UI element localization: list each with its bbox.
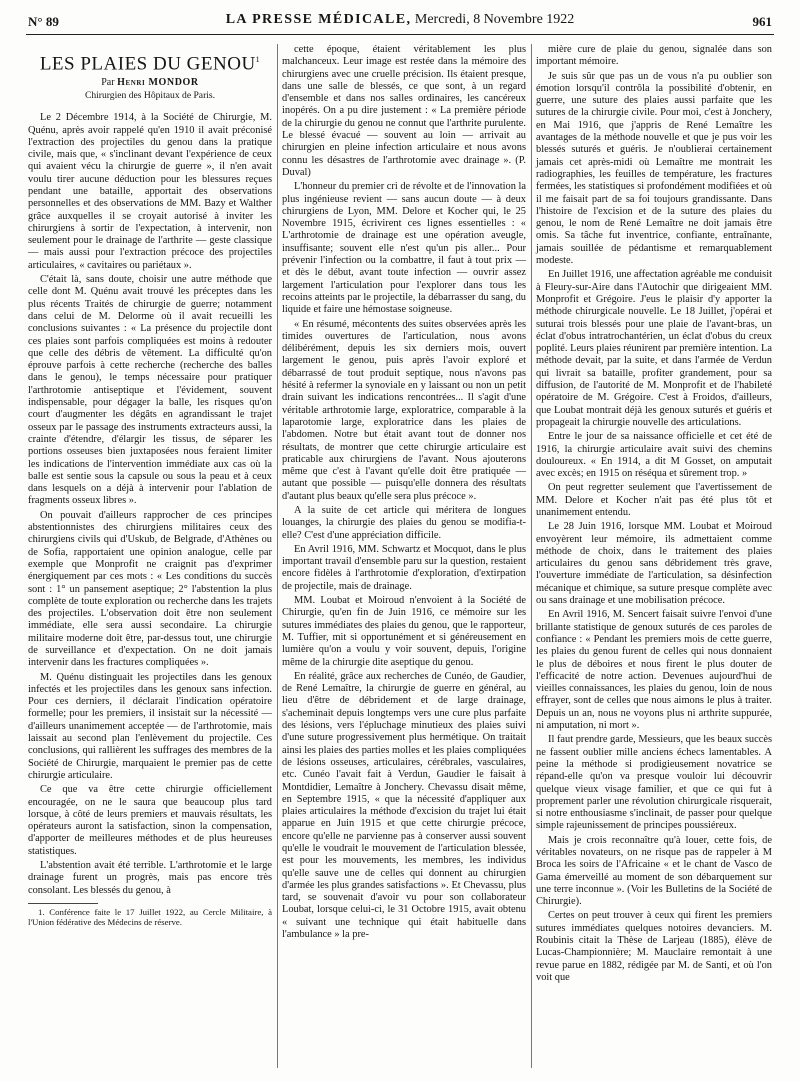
footnote-rule	[28, 903, 98, 904]
paragraph: Il faut prendre garde, Messieurs, que les beaux succès ne fassent oublier mille anciens échecs lamentables. A peine la méthode si prodigieusement novatrice se répand-elle qu'on va presque vouloir lui découvrir quelque vieux visage familier, et que ce qui fut à proprement parler une révolution chirurgicale risquerait, si notre enthousiasme s'inclinait, de passer pour quelque simple rajeunissement de principes poussiéreux.	[536, 734, 772, 832]
paragraph: « En résumé, mécontents des suites observées après les timides ouvertures de l'articulation, nous avons délibérément, depuis les six derniers mois, ouvert largement le genou, puis après l'avoir exploré et débarrassé de tout produit septique, nous n'avons pas hésité à refermer la synoviale en y laissant ou non un petit drain suivant les indications rencontrées... Il s'agit d'une véritable arthrotomie large, exploratrice, comparable à la laparotomie large, exploratrice dans les plaies de l'abdomen. Notre but était avant tout de donner nos résultats, de montrer que cette chirurgie articulaire est praticable aux chirurgiens de l'avant. Nous ajouterons même que c'est à l'avant qu'elle doit être pratiquée — autant que possible — puisqu'elle donnera des résultats d'autant plus beaux qu'elle sera plus précoce ».	[282, 318, 526, 502]
paragraph: Entre le jour de sa naissance officielle et cet été de 1916, la chirurgie articulaire avait suivi des chemins douloureux. « En 1914, a dit M Gosset, on amputait avec excès; en 1915 on réséqua et sûrement trop. »	[536, 431, 772, 480]
running-header	[0, 12, 800, 28]
byline	[28, 77, 272, 89]
header-rule	[26, 34, 774, 35]
article-title	[28, 53, 272, 75]
journal-name: LA PRESSE MÉDICALE,	[225, 12, 412, 27]
paragraph: En Juillet 1916, une affectation agréable me conduisit à Fleury-sur-Aire dans l'Autochir que dirigeaient MM. Monprofit et Grégoire. J'eus le plaisir d'y apporter la méthode chirurgicale nouvelle. Le 18 Juillet, j'opérai et suturai trois blessés pour une plaie de l'avant-bras, un éclat d'obus intratrochantérien, un éclat d'obus du creux poplité. Leurs plaies réunirent par première intention. La méthode devait, par la suite, et dans l'armée de Verdun qui livrait sa bataille, profiter grandement, pour sa diffusion, de l'autorité de M. Monprofit et de l'habileté opératoire de M. Grégoire. C'est à Froidos, d'ailleurs, que Loubat montrait déjà les genoux suturés et guéris et propageait la chirurgie nouvelle des articulations.	[536, 269, 772, 428]
paragraph: mière cure de plaie du genou, signalée dans son important mémoire.	[536, 44, 772, 68]
paragraph: En réalité, grâce aux recherches de Cunéo, de Gaudier, de René Lemaître, la chirurgie de guerre en général, au lieu d'être de débridement et de large drainage, s'acheminait depuis longtemps vers une cure plus parfaite des lésions, vers l'épluchage minutieux des plaies suivi d'une suture progressivement plus hermétique. On traitait ainsi les plaies des parties molles et les plaies compliquées de lésions osseuses, articulaires, cérébrales, vasculaires, etc. Cunéo l'avait fait à Verdun, Gaudier le faisait à Montdidier, Lemaître à Jonchery. Chevassu disait même, en Septembre 1915, « que la nécessité d'appliquer aux plaies articulaires la méthode d'excision du trajet lui était apparue en Juin 1915 et que cette chirurgie précoce, encore qu'elle ne parvienne pas à conserver aussi souvent qu'elle le voudrait le mouvement de l'articulation blessée, est pour les mouvements, les membres, les individus qu'elle sauve une de celles qui donnent au chirurgien d'armée les plus grandes satisfactions ». Et Chevassu, plus tard, se souvenait d'avoir vu pour son collaborateur Loubat, lorsque celui-ci, le 31 Octobre 1915, avait obtenu « suivant une technique qui était habituelle dans l'ambulance » la pre-	[282, 670, 526, 941]
byline-prefix: Par	[101, 76, 118, 88]
footnote-mark: 1	[255, 55, 261, 64]
paragraph: L'abstention avait été terrible. L'arthrotomie et le large drainage furent un progrès, mais pas encore très consolant. Les blessés du genou, à	[28, 860, 272, 896]
issue-number: N° 89	[28, 14, 59, 29]
paragraph: Ce que va être cette chirurgie officiellement encouragée, on ne le saura que beaucoup plus tard lorsque, à côté de leurs premiers et mauvais résultats, les opérateurs auront la satisfaction, sinon la compensation, d'apporter de meilleures méthodes et de plus heureuses statistiques.	[28, 784, 272, 857]
paragraph: C'était là, sans doute, choisir une autre méthode que celle dont M. Quénu avait trouvé les préceptes dans les plus récents Traités de chirurgie de guerre; notamment dans celui de M. Delorme où il avait recueilli les conclusions suivantes : « La présence du projectile dont ces plaies sont parfois compliquées est moins à redouter que celle des débris de vêtement. La difficulté qu'on éprouve parfois à cette recherche (recherche des balles dans le genou), le temps nécessaire pour pratiquer l'arthrotomie antiseptique et l'évidement, souvent indispensable, pour dégager la balle, les risques qu'on court d'augmenter les dégâts en agrandissant le trajet osseux par le passage des instruments extracteurs aussi, la crainte d'étendre, d'élargir les tissus, de séparer les portions osseuses bien juxtaposées nous feraient limiter les indications de l'intervention immédiate aux cas où la balle est sentie sous la capsule ou sous la peau et à ceux dans lesquels on a déjà à intervenir pour l'ablation de fragments osseux libres ».	[28, 274, 272, 507]
paragraph: L'honneur du premier cri de révolte et de l'innovation la plus ingénieuse revient — sans aucun doute — à deux chirurgiens de Lyon, MM. Delore et Kocher qui, le 25 Novembre 1915, écrivirent ces lignes essentielles : « L'arthrotomie de drainage est une opération aveugle, insuffisante; souvent elle n'est qu'un pis aller... Pour prévenir l'infection ou la combattre, il faut à tout prix — et dès le début, avant toute infection — ouvrir assez largement l'articulation pour l'explorer dans tous les recoins atteints par le projectile, la débarrasser du sang, du liquide et faire une hémostase soigneuse.	[282, 181, 526, 316]
paragraph: MM. Loubat et Moiroud n'envoient à la Société de Chirurgie, qu'en fin de Juin 1916, ce mémoire sur les sutures immédiates des plaies du genou, que le rapporteur, M. Tuffier, mit si opportunément et si généreusement en lumière qu'on a voulu y voir souvent, depuis, l'origine même de la chirurgie dite aseptique du genou.	[282, 595, 526, 668]
issue-date: Mercredi, 8 Novembre 1922	[411, 12, 575, 27]
text-column-1	[28, 44, 272, 1070]
paragraph: M. Quénu distinguait les projectiles dans les genoux infectés et les projectiles dans les genoux sans infection. Pour ces derniers, il déclarait l'indication opératoire formelle; pour les premiers, il insistait sur la nécessité — d'ailleurs unanimement acceptée — de l'arthrotomie, mais laissait au second plan l'enlèvement du projectile. Ces conclusions, qui rallièrent les suffrages des membres de la Société de Chirurgie, marquaient le premier pas de cette chirurgie articulaire.	[28, 671, 272, 781]
paragraph: On peut regretter seulement que l'avertissement de MM. Delore et Kocher n'ait pas été plus tôt et unanimement entendu.	[536, 482, 772, 518]
text-column-3	[536, 44, 772, 1070]
author-name: Henri MONDOR	[117, 76, 199, 88]
paragraph: Mais je crois reconnaître qu'à louer, cette fois, de véritables novateurs, on ne risque pas de rappeler à M Broca les soirs de l'Africaine « et le chant de Vasco de Gama émerveillé au moment de son débarquement sur une terre inconnue ». (Voir les Bulletins de la Société de Chirurgie).	[536, 834, 772, 908]
paragraph: En Avril 1916, MM. Schwartz et Mocquot, dans le plus important travail d'ensemble paru sur la question, restaient encore fidèles à l'arthrotomie d'exploration, d'extirpation de projectile, mais de drainage.	[282, 543, 526, 592]
paragraph: A la suite de cet article qui méritera de longues louanges, la chirurgie des plaies du genou se modifia-t-elle? C'est d'une appréciation difficile.	[282, 504, 526, 541]
paragraph: Certes on peut trouver à ceux qui firent les premiers sutures immédiates quelques notoires devanciers. M. Roubinis citait la Thèse de Larjeau (1885), élève de Lucas-Championnière; M. Mauclaire remontait à une revue parue en 1882, rédigée par M. de Santi, et où l'on voit que	[536, 910, 772, 983]
text-column-2	[282, 44, 526, 1070]
paragraph: Le 2 Décembre 1914, à la Société de Chirurgie, M. Quénu, après avoir rappelé qu'en 1910 il avait préconisé l'extraction des projectiles du genou dans la pratique civile, mais que, « s'inclinant devant l'expérience de ceux qui avaient vécu la chirurgie de guerre », il n'en avait voulu tirer aucune déduction pour les blessures reçues pendant une bataille, apportait des observations personnelles et des observations de MM. Bazy et Walther grâce auxquelles il se croyait autorisé à inviter les chirurgiens à sortir de l'expectation, à intervenir, non seulement pour le drainage de l'arthrite — geste classique — mais aussi pour l'extraction précoce des projectiles articulaires, « cavitaires ou pariétaux ».	[28, 112, 272, 271]
article-title-text: LES PLAIES DU GENOU	[39, 53, 256, 75]
paragraph: On pouvait d'ailleurs rapprocher de ces principes abstentionnistes des chirurgiens militaires ceux des chirurgiens civils qui d'Uskub, de Belgrade, d'Athènes ou de Sofia, rapportaient une opinion analogue, celle par exemple que Monprofit ne craignit pas d'exprimer énergiquement par ces mots : « Les conditions du succès sont : 1° un pansement aseptique; 2° l'abstention la plus complète de toute exploration ou recherche dans les trajets des projectiles. L'observation doit être non seulement immédiate, elle sera aussi secondaire. La chirurgie militaire moderne doit être, par-dessus tout, une chirurgie de surveillance et d'expectation. On ne doit jamais intervenir dans les fractures compliquées ».	[28, 509, 272, 669]
paragraph: En Avril 1916, M. Sencert faisait suivre l'envoi d'une brillante statistique de genoux suturés de ces paroles de confiance : « Pendant les premiers mois de cette guerre, les plaies du genou furent de celles qui nous donnaient le plus de déboires et nous firent le plus douter de l'efficacité de notre action. Devenues aujourd'hui de vieilles connaissances, les plaies du genou, loin de nous effrayer, sont de celles que nous aimons le plus à traiter. Depuis un an, nous ne voyons plus ni arthrite suppurée, ni amputation, ni mort ».	[536, 609, 772, 732]
paragraph: cette époque, étaient véritablement les plus malchanceux. Leur image est restée dans la mémoire des chirurgiens avec une cruelle précision. Ils étaient presque, dans une salle de blessés, ce que sont, à un regard d'ensemble et dans nos salles ordinaires, les cancéreux inopérés. On a pu dire justement : « La première période de la chirurgie du genou ne connut que l'arthrite purulente. Le blessé évacué — souvent au loin — arrivait au chirurgien en pleine infection articulaire et nous avons connu les désastres de l'arthrotomie avec drainage ». (P. Duval)	[282, 44, 526, 178]
paragraph: Je suis sûr que pas un de vous n'a pu oublier son émotion lorsqu'il contrôla la possibilité d'obtenir, en guerre, une suture des plaies aussi parfaite que les sutures de la chirurgie civile. Pour moi, c'est à Jonchery, en Mai 1916, que j'appris de René Lemaître les avantages de la méthode nouvelle et que je pus voir les blessés suturés et guéris. Je n'oublierai certainement jamais cet après-midi où Lemaître me montrait les radiographies, les feuilles de température, les fractures fermées, les statistiques si profondément modifiées et où il me faisait part de sa foi toujours grandissante. Dans l'histoire de l'excision et de la suture des plaies du genou, le nom de René Lemaître ne doit jamais être omis. Sa tâche fut inventrice, confiante, entraînante, jamais souillée de pédantisme et remarquablement modeste.	[536, 70, 772, 267]
column-divider	[277, 44, 278, 1068]
page-number: 961	[752, 14, 772, 29]
paragraph: Le 28 Juin 1916, lorsque MM. Loubat et Moiroud envoyèrent leur mémoire, ils admettaient comme méthode de choix, dans le traitement des plaies articulaires du genou sans débridement très grave, l'ouverture immédiate de l'articulation, sa désinfection mécanique et chimique, sa suture presque complète avec ou sans drainage et une mobilisation précoce.	[536, 521, 772, 607]
column-divider	[531, 44, 532, 1068]
footnote: 1. Conférence faite le 17 Juillet 1922, au Cercle Militaire, à l'Union fédérative des Médecins de réserve.	[28, 906, 272, 928]
author-affiliation: Chirurgien des Hôpitaux de Paris.	[84, 89, 216, 101]
